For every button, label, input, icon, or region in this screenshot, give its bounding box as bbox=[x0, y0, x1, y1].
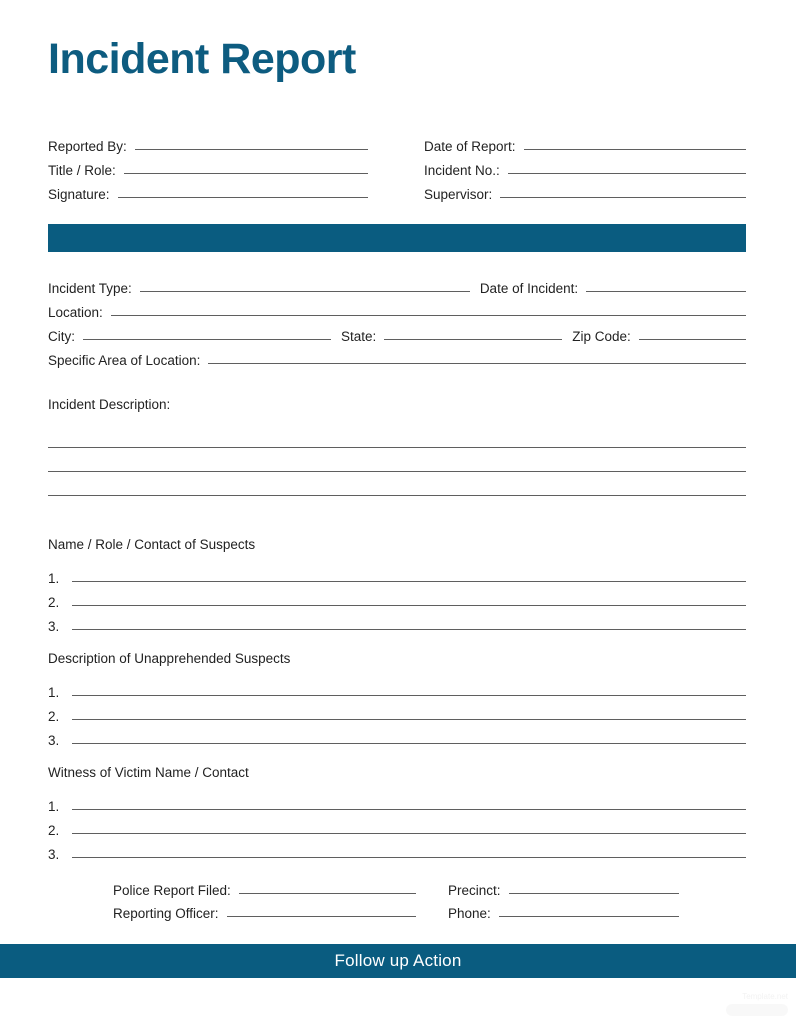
suspects-item-1-number: 1. bbox=[48, 571, 60, 586]
field-police-report-filed[interactable] bbox=[113, 880, 416, 898]
field-title-role-input[interactable] bbox=[124, 173, 368, 174]
witness-item-3-input[interactable] bbox=[72, 857, 746, 858]
unapprehended-item-3[interactable] bbox=[48, 730, 746, 748]
field-reporting-officer-label: Reporting Officer: bbox=[113, 906, 219, 921]
field-city-label: City: bbox=[48, 329, 75, 344]
incident-description-line-1[interactable] bbox=[48, 447, 746, 448]
unapprehended-item-1-input[interactable] bbox=[72, 695, 746, 696]
field-reported-by-label: Reported By: bbox=[48, 139, 127, 154]
field-precinct-label: Precinct: bbox=[448, 883, 501, 898]
suspects-item-3-number: 3. bbox=[48, 619, 60, 634]
field-reporting-officer[interactable] bbox=[113, 903, 416, 921]
field-date-of-incident-input[interactable] bbox=[586, 291, 746, 292]
field-reported-by-input[interactable] bbox=[135, 149, 368, 150]
field-incident-type-input[interactable] bbox=[140, 291, 470, 292]
field-title-role-label: Title / Role: bbox=[48, 163, 116, 178]
witness-item-1-number: 1. bbox=[48, 799, 60, 814]
section-divider-bar bbox=[48, 224, 746, 252]
field-reported-by[interactable] bbox=[48, 136, 368, 154]
witness-item-2[interactable] bbox=[48, 820, 746, 838]
unapprehended-item-1[interactable] bbox=[48, 682, 746, 700]
follow-up-action-bar bbox=[0, 944, 796, 978]
suspects-item-1[interactable] bbox=[48, 568, 746, 586]
field-location[interactable] bbox=[48, 302, 746, 320]
unapprehended-item-2-input[interactable] bbox=[72, 719, 746, 720]
field-incident-type-label: Incident Type: bbox=[48, 281, 132, 296]
field-zip-code-input[interactable] bbox=[639, 339, 746, 340]
field-signature-input[interactable] bbox=[118, 197, 368, 198]
field-zip-code-label: Zip Code: bbox=[572, 329, 631, 344]
field-incident-no-label: Incident No.: bbox=[424, 163, 500, 178]
field-precinct-input[interactable] bbox=[509, 893, 679, 894]
unapprehended-item-3-number: 3. bbox=[48, 733, 60, 748]
suspects-item-2-input[interactable] bbox=[72, 605, 746, 606]
field-state-input[interactable] bbox=[384, 339, 562, 340]
field-specific-area-label: Specific Area of Location: bbox=[48, 353, 201, 368]
field-date-of-report[interactable] bbox=[424, 136, 746, 154]
watermark-text: Template.net bbox=[742, 992, 788, 1001]
incident-description-line-2[interactable] bbox=[48, 471, 746, 472]
field-state-label: State: bbox=[341, 329, 377, 344]
incident-description-line-3[interactable] bbox=[48, 495, 746, 496]
follow-up-action-label: Follow up Action bbox=[334, 951, 462, 970]
field-specific-area[interactable] bbox=[48, 350, 746, 368]
unapprehended-item-1-number: 1. bbox=[48, 685, 60, 700]
witness-item-1-input[interactable] bbox=[72, 809, 746, 810]
witness-heading: Witness of Victim Name / Contact bbox=[48, 765, 249, 780]
watermark bbox=[726, 992, 788, 1016]
witness-item-3[interactable] bbox=[48, 844, 746, 862]
field-signature[interactable] bbox=[48, 184, 368, 202]
field-supervisor-input[interactable] bbox=[500, 197, 746, 198]
field-phone[interactable] bbox=[448, 903, 679, 921]
suspects-heading: Name / Role / Contact of Suspects bbox=[48, 537, 256, 552]
row-incident-type-date bbox=[48, 278, 746, 296]
field-precinct[interactable] bbox=[448, 880, 679, 898]
witness-item-2-number: 2. bbox=[48, 823, 60, 838]
field-phone-label: Phone: bbox=[448, 906, 491, 921]
field-phone-input[interactable] bbox=[499, 916, 679, 917]
unapprehended-item-2-number: 2. bbox=[48, 709, 60, 724]
field-police-report-filed-input[interactable] bbox=[239, 893, 416, 894]
field-incident-no-input[interactable] bbox=[508, 173, 746, 174]
field-police-report-filed-label: Police Report Filed: bbox=[113, 883, 231, 898]
field-supervisor-label: Supervisor: bbox=[424, 187, 493, 202]
field-location-input[interactable] bbox=[111, 315, 746, 316]
field-date-of-report-input[interactable] bbox=[524, 149, 746, 150]
field-city-input[interactable] bbox=[83, 339, 331, 340]
field-date-of-report-label: Date of Report: bbox=[424, 139, 516, 154]
suspects-item-3[interactable] bbox=[48, 616, 746, 634]
field-title-role[interactable] bbox=[48, 160, 368, 178]
field-supervisor[interactable] bbox=[424, 184, 746, 202]
suspects-item-2-number: 2. bbox=[48, 595, 60, 610]
witness-item-2-input[interactable] bbox=[72, 833, 746, 834]
watermark-badge bbox=[726, 1004, 788, 1016]
page-title: Incident Report bbox=[48, 35, 356, 83]
field-date-of-incident-label: Date of Incident: bbox=[479, 281, 579, 296]
unapprehended-item-2[interactable] bbox=[48, 706, 746, 724]
witness-item-3-number: 3. bbox=[48, 847, 60, 862]
suspects-item-2[interactable] bbox=[48, 592, 746, 610]
incident-description-heading: Incident Description: bbox=[48, 397, 171, 412]
unapprehended-item-3-input[interactable] bbox=[72, 743, 746, 744]
suspects-item-1-input[interactable] bbox=[72, 581, 746, 582]
field-signature-label: Signature: bbox=[48, 187, 110, 202]
unapprehended-suspects-heading: Description of Unapprehended Suspects bbox=[48, 651, 291, 666]
witness-item-1[interactable] bbox=[48, 796, 746, 814]
field-incident-no[interactable] bbox=[424, 160, 746, 178]
field-location-label: Location: bbox=[48, 305, 103, 320]
row-city-state-zip bbox=[48, 326, 746, 344]
field-reporting-officer-input[interactable] bbox=[227, 916, 416, 917]
suspects-item-3-input[interactable] bbox=[72, 629, 746, 630]
field-specific-area-input[interactable] bbox=[208, 363, 746, 364]
